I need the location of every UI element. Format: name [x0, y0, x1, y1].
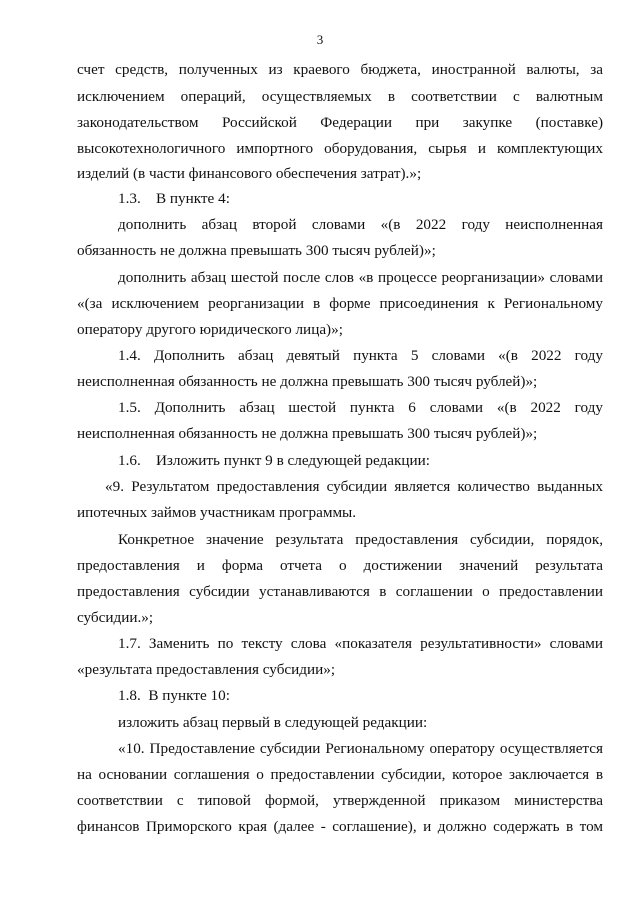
text-line: предоставления и форма отчета о достижении значений результата — [77, 557, 603, 574]
text-line: «(за исключением реорганизации в форме присоединения к Региональному — [77, 295, 603, 312]
text-line: неисполненная обязанность не должна превышать 300 тысяч рублей)»; — [77, 425, 538, 442]
text-line: «9. Результатом предоставления субсидии является количество выданных — [105, 478, 603, 495]
page-number: 3 — [316, 32, 324, 47]
text-line: 1.4. Дополнить абзац девятый пункта 5 словами «(в 2022 году — [118, 347, 603, 364]
text-line: 1.3. В пункте 4: — [118, 190, 230, 207]
text-line: оператору другого юридического лица)»; — [77, 321, 343, 338]
text-line: 1.5. Дополнить абзац шестой пункта 6 словами «(в 2022 году — [118, 399, 603, 416]
text-line: законодательством Российской Федерации при закупке (поставке) — [77, 114, 603, 131]
text-line: 1.6. Изложить пункт 9 в следующей редакции: — [118, 452, 431, 469]
text-line: на основании соглашения о предоставлении субсидии, которое заключается в — [77, 766, 603, 783]
text-line: «результата предоставления субсидии»; — [77, 661, 336, 678]
text-line: дополнить абзац шестой после слов «в процессе реорганизации» словами — [118, 269, 603, 286]
text-line: изложить абзац первый в следующей редакции: — [118, 714, 428, 731]
text-line: обязанность не должна превышать 300 тысяч рублей)»; — [77, 242, 436, 259]
text-line: 1.8. В пункте 10: — [118, 687, 230, 704]
text-line: предоставления субсидии устанавливаются в соглашении о предоставлении — [77, 583, 603, 600]
text-line: Конкретное значение результата предоставления субсидии, порядок, — [118, 531, 603, 548]
text-line: счет средств, полученных из краевого бюджета, иностранной валюты, за — [77, 61, 603, 78]
text-line: «10. Предоставление субсидии Региональному оператору осуществляется — [118, 740, 603, 757]
text-line: финансов Приморского края (далее - соглашение), и должно содержать в том — [77, 818, 603, 835]
text-line: соответствии с типовой формой, утвержденной приказом министерства — [77, 792, 603, 809]
text-line: высокотехнологичного импортного оборудования, сырья и комплектующих — [77, 140, 603, 157]
text-line: неисполненная обязанность не должна превышать 300 тысяч рублей)»; — [77, 373, 538, 390]
text-line: 1.7. Заменить по тексту слова «показателя результативности» словами — [118, 635, 603, 652]
text-line: дополнить абзац второй словами «(в 2022 году неисполненная — [118, 216, 603, 233]
text-line: ипотечных займов участникам программы. — [77, 504, 357, 521]
text-line: субсидии.»; — [77, 609, 154, 626]
text-line: изделий (в части финансового обеспечения затрат).»; — [77, 165, 422, 182]
text-line: исключением операций, осуществляемых в соответствии с валютным — [77, 88, 603, 105]
